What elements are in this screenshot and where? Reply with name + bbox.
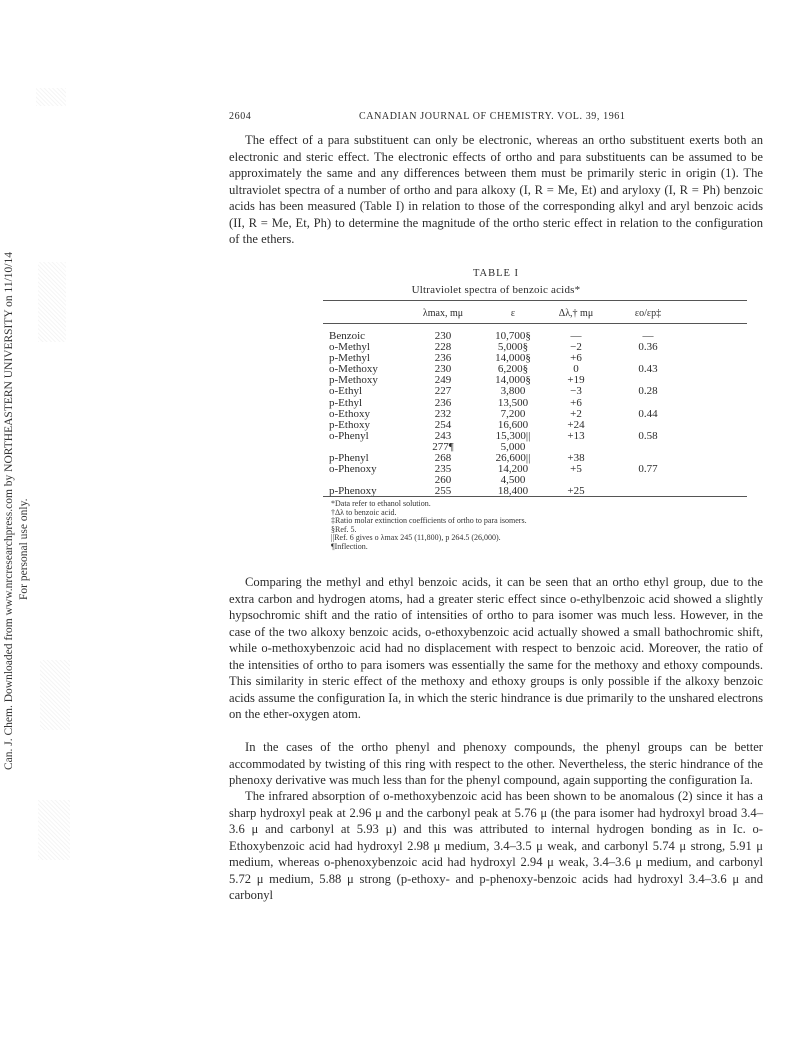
paragraph-phenyl: In the cases of the ortho phenyl and phenoxy compounds, the phenyl groups can be better accommodated by twisting of this ring with respect to the other. Nevertheless, the steric hindrance of the phenoxy derivative was much less than for the phenyl compound, again supporting the configuration Ia. [229, 740, 763, 787]
table-cell: 0.43 [638, 363, 658, 376]
table-row [323, 364, 747, 375]
table-cell: −2 [570, 341, 582, 354]
table-cell: o-Ethyl [329, 385, 362, 398]
table-caption: Ultraviolet spectra of benzoic acids* [411, 284, 581, 296]
table-cell: 249 [434, 374, 452, 387]
table-row [323, 375, 747, 386]
table-cell: 0.77 [638, 463, 658, 476]
paragraph-infrared: The infrared absorption of o-methoxybenzoic acid has been shown to be anomalous (2) since it has a sharp hydroxyl peak at 2.96 μ and the carbonyl peak at 5.76 μ (the para isomer had hydroxyl broad 3.4–3.6 μ and carbonyl at 5.93 μ) and this was attributed to internal hydrogen bonding as in Ic. o-Ethoxybenzoic acid had hydroxyl 2.98 μ medium, 3.4–3.5 μ weak, and carbonyl 5.74 μ strong, 5.91 μ medium, whereas o-phenoxybenzoic acid had hydroxyl 2.94 μ weak, 3.4–3.6 μ medium, and carbonyl 5.72 μ medium, 5.88 μ strong (p-ethoxy- and p-phenoxy-benzoic acids had hydroxyl 3.4–3.6 μ and carbonyl [229, 789, 763, 902]
table-cell: 5,000§ [497, 341, 529, 354]
paragraph-comparison: Comparing the methyl and ethyl benzoic acids, it can be seen that an ortho ethyl group, due to the extra carbon and hydrogen atoms, had a greater steric effect since o-ethylbenzoic acid showed a slightly hypsochromic shift and the ratio of intensities of ortho to para isomer was much less. However, in the case of the two alkoxy benzoic acids, o-ethoxybenzoic acid actually showed a small bathochromic shift, while o-methoxybenzoic acid had no displacement with respect to benzoic acid. Moreover, the ratio of the intensities of ortho to para isomers was essentially the same for the methoxy and ethoxy compounds. This similarity in steric effect of the methoxy and ethoxy groups is only possible if the alkoxy benzoic acids assume the configuration Ia, in which the steric hindrance is due primarily to the unshared electrons on the ether-oxygen atom. [229, 575, 763, 721]
table-cell: 260 [434, 474, 452, 487]
table-cell: 7,200 [500, 407, 526, 420]
table-cell: +5 [570, 463, 582, 476]
table-cell: +24 [567, 418, 585, 431]
table-row [323, 475, 747, 486]
table-cell: 14,000§ [495, 352, 531, 365]
table-footnote: §Ref. 5. [331, 524, 357, 534]
table-cell: p-Phenyl [329, 452, 369, 465]
table-footnote: *Data refer to ethanol solution. [331, 499, 431, 508]
table-row [323, 331, 747, 342]
running-title: CANADIAN JOURNAL OF CHEMISTRY. VOL. 39, 1961 [359, 111, 626, 122]
table-cell: 235 [434, 463, 452, 476]
personal-use-line: For personal use only. [18, 498, 30, 600]
scan-speckle [40, 660, 70, 730]
table-cell: +2 [570, 407, 582, 420]
table-row [323, 431, 747, 442]
table-label: TABLE I [472, 268, 520, 279]
table-cell: 18,400 [497, 485, 529, 498]
table-cell: 228 [434, 341, 452, 354]
table-cell: o-Methyl [329, 341, 370, 354]
table-row [323, 453, 747, 464]
table-cell: 230 [434, 330, 452, 342]
table-cell: p-Ethoxy [329, 418, 370, 431]
table-cell: 227 [434, 385, 452, 398]
table-row [323, 409, 747, 420]
table-cell: 10,700§ [495, 330, 531, 342]
table-cell: 0 [573, 363, 579, 376]
table-cell: +25 [567, 485, 585, 498]
scan-speckle [36, 88, 66, 106]
table-cell: 236 [434, 396, 452, 409]
table-top-rule [323, 300, 747, 301]
table-cell: 15,300|| [495, 429, 531, 442]
table-cell: 0.58 [638, 429, 658, 442]
table-cell: o-Ethoxy [329, 407, 370, 420]
table-row [323, 420, 747, 431]
table-cell: p-Ethyl [329, 396, 362, 409]
table-cell: 4,500 [500, 474, 526, 487]
table-cell: 255 [434, 485, 452, 498]
table-cell: 232 [434, 407, 452, 420]
table-cell: 6,200§ [497, 363, 529, 376]
table-row [323, 353, 747, 364]
table-row [323, 342, 747, 353]
table-cell: +19 [567, 374, 585, 387]
table-cell: p-Phenoxy [329, 485, 377, 498]
table-cell: +6 [570, 352, 582, 365]
table-cell: +13 [567, 429, 585, 442]
table-cell: 243 [434, 429, 452, 442]
table-cell: 3,800 [500, 385, 526, 398]
table-cell: p-Methyl [329, 352, 370, 365]
table-cell: 14,000§ [495, 374, 531, 387]
table-cell: 16,600 [497, 418, 529, 431]
table-cell: 268 [434, 452, 452, 465]
table-cell: 26,600|| [495, 452, 531, 465]
table-cell: p-Methoxy [329, 374, 378, 387]
table-row [323, 464, 747, 475]
table-cell: 14,200 [497, 463, 529, 476]
scan-speckle [38, 800, 70, 860]
table-cell: 254 [434, 418, 452, 431]
table-cell: o-Phenoxy [329, 463, 377, 476]
table-cell: 13,500 [497, 396, 529, 409]
table-cell: +38 [567, 452, 585, 465]
page-number: 2604 [229, 111, 252, 122]
download-notice [2, 230, 32, 770]
table-cell: −3 [570, 385, 582, 398]
table-cell: 277¶ [432, 440, 454, 453]
table-cell: Benzoic [329, 330, 366, 342]
table-header-cell: ε [510, 308, 516, 319]
table-cell: 0.36 [638, 341, 658, 354]
table-cell: 0.44 [638, 407, 658, 420]
table-row [323, 398, 747, 409]
table-row [323, 442, 747, 453]
paragraph-intro: The effect of a para substituent can only be electronic, whereas an ortho substituent exerts both an electronic and steric effect. The electronic effects of ortho and para substituents can be assumed to be approximately the same and any differences between them must be primarily steric in origin (1). The ultraviolet spectra of a number of ortho and para alkoxy (I, R = Me, Et) and aryloxy (I, R = Ph) benzoic acids has been measured (Table I) in relation to those of the corresponding alkyl and aryl benzoic acids (II, R = Me, Et, Ph) to determine the magnitude of the ortho steric effect in relation to the configuration of the ethers. [229, 133, 763, 246]
table-cell: +6 [570, 396, 582, 409]
table-cell: 230 [434, 363, 452, 376]
table-body [323, 331, 747, 497]
table-cell: o-Methoxy [329, 363, 378, 376]
scan-speckle [38, 262, 66, 342]
table-header-rule [323, 323, 747, 324]
table-cell: — [642, 330, 654, 342]
table-footnote: ¶Inflection. [331, 541, 368, 551]
table-footnotes [331, 500, 731, 552]
table-cell: 0.28 [638, 385, 658, 398]
download-notice-line: Can. J. Chem. Downloaded from www.nrcresearchpress.com by NORTHEASTERN UNIVERSITY on 11/10/14 [3, 252, 15, 770]
table-header-cell: λmax, mμ [422, 308, 464, 319]
table-footnote: ‡Ratio molar extinction coefficients of ortho to para isomers. [331, 516, 527, 526]
table-row [323, 386, 747, 397]
table-cell: 236 [434, 352, 452, 365]
table-footnote: †Δλ to benzoic acid. [331, 507, 397, 517]
table-bottom-rule [323, 496, 747, 497]
table-cell: o-Phenyl [329, 429, 369, 442]
table-cell: 5,000 [500, 440, 526, 453]
table-footnote: ||Ref. 6 gives o λmax 245 (11,800), p 264.5 (26,000). [331, 533, 501, 543]
table-header-cell: εo/εp‡ [634, 308, 662, 319]
table-cell: — [570, 330, 582, 342]
table-header-cell: Δλ,† mμ [558, 308, 594, 319]
